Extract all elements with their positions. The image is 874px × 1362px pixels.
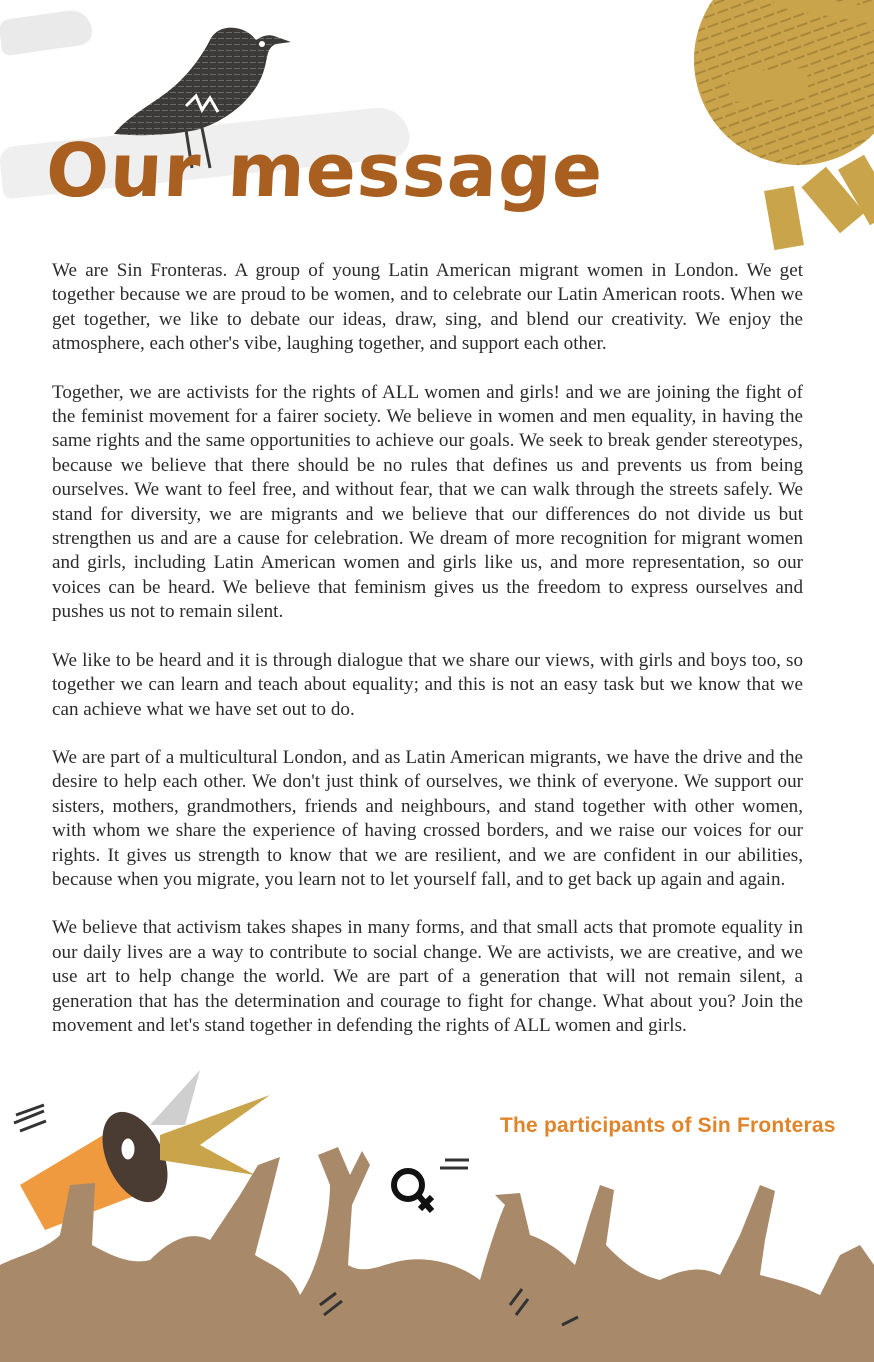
paragraph: We believe that activism takes shapes in many forms, and that small acts that promote equality in our daily lives are a way to contribute to social change. We are activists, we are creative, and we use art to help change the world. We are part of a generation that will not remain silent, a generation that has the determination and courage to fight for change. What about you? Join the movement and let's stand together in defending the rights of ALL women and girls. <box>52 917 803 1036</box>
paragraph: We are Sin Fronteras. A group of young Latin American migrant women in London. We get together because we are proud to be women, and to celebrate our Latin American roots. When we get together, we like to debate our ideas, draw, sing, and blend our creativity. We enjoy the atmosphere, each other's vibe, laughing together, and support each other. <box>52 260 803 355</box>
brush-stroke-decoration <box>0 8 94 56</box>
message-body <box>52 259 803 1062</box>
paragraph: We are part of a multicultural London, and as Latin American migrants, we have the drive and the desire to help each other. We don't just think of ourselves, we think of everyone. We support our sisters, mothers, grandmothers, friends and neighbours, and stand together with other women, with whom we share the experience of having crossed borders, and we raise our voices for our rights. It gives us strength to know that we are resilient, and we are confident in our abilities, because when you migrate, you learn not to let yourself fall, and to get back up again and again. <box>52 746 803 890</box>
protest-crowd-illustration <box>0 1065 874 1362</box>
signature: The participants of Sin Fronteras <box>500 1114 836 1137</box>
female-symbol-icon <box>394 1171 432 1211</box>
megaphone-icon <box>20 1070 270 1230</box>
page-title: Our message <box>43 128 606 214</box>
paragraph: Together, we are activists for the rights of ALL women and girls! and we are joining the fight of the feminist movement for a fairer society. We believe in women and men equality, in having the same rights and the same opportunities to achieve our goals. We seek to break gender stereotypes, because we believe that there should be no rules that defines us and prevents us from being ourselves. We want to feel free, and without fear, that we can walk through the streets safely. We stand for diversity, we are migrants and we believe that our differences do not divide us but strengthen us and are a cause for celebration. We dream of more recognition for migrant women and girls, including Latin American women and girls like us, and more representation, so our voices can be heard. We believe that feminism gives us the freedom to express ourselves and pushes us not to remain silent. <box>52 381 803 623</box>
paragraph: We like to be heard and it is through dialogue that we share our views, with girls and boys too, so together we can learn and teach about equality; and this is not an easy task but we know that we can achieve what we have set out to do. <box>52 649 803 720</box>
